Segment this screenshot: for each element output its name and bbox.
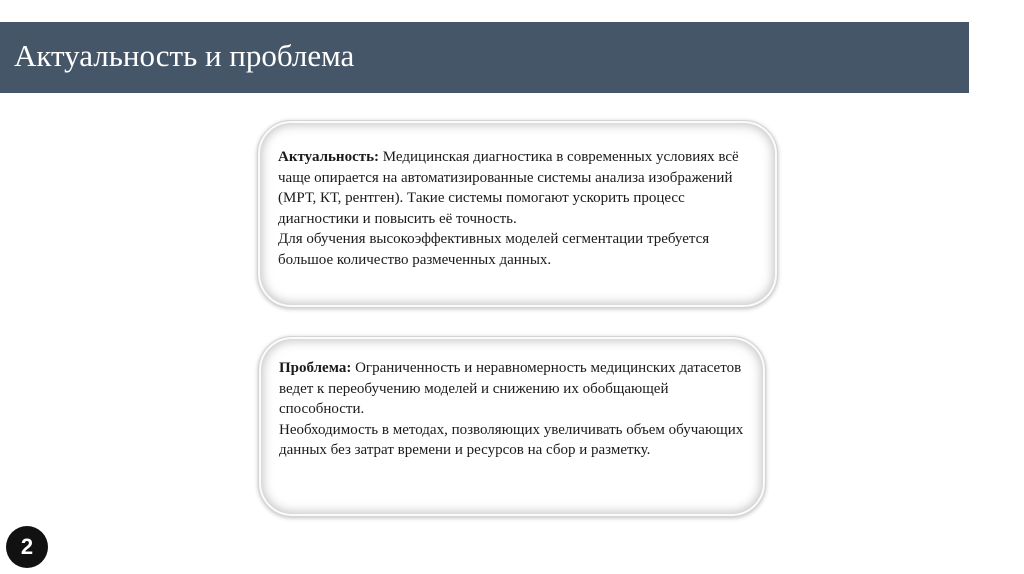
relevance-body-2: Для обучения высокоэффективных моделей сегментации требуется большое количество размеченных данных.	[278, 231, 710, 268]
problem-text	[279, 358, 749, 461]
relevance-label: Актуальность:	[278, 149, 380, 165]
problem-body-1: Ограниченность и неравномерность медицинских датасетов ведет к переобучению моделей и снижению их обобщающей способности.	[279, 360, 742, 417]
problem-paragraph-1	[279, 358, 749, 420]
problem-card	[258, 336, 766, 517]
problem-label: Проблема:	[279, 360, 352, 376]
problem-body-2: Необходимость в методах, позволяющих увеличивать объем обучающих данных без затрат времени и ресурсов на сбор и разметку.	[279, 421, 744, 458]
slide-title: Актуальность и проблема	[14, 38, 355, 73]
relevance-body-1: Медицинская диагностика в современных условиях всё чаще опирается на автоматизированные системы анализа изображений (МРТ, КТ, рентген). Такие системы помогают ускорить процесс диагностики и повысить её точность.	[278, 149, 739, 227]
relevance-text	[278, 147, 748, 270]
relevance-card	[257, 120, 778, 308]
relevance-paragraph-1	[278, 147, 748, 229]
page-number-badge: 2	[6, 526, 48, 568]
title-bar	[0, 22, 969, 93]
